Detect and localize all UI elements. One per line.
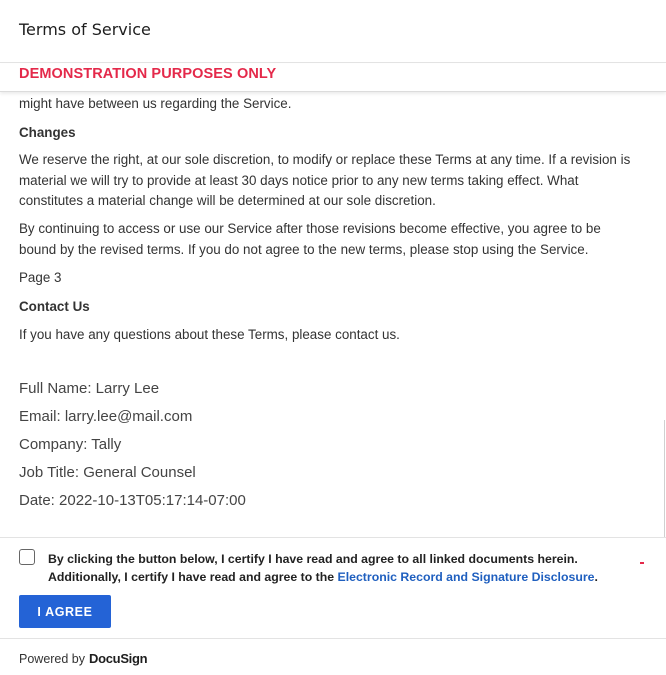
signer-company: Company: Tally <box>19 436 122 453</box>
docusign-logo: DocuSign <box>89 651 148 666</box>
demo-banner-text: DEMONSTRATION PURPOSES ONLY <box>19 66 277 82</box>
contact-paragraph: If you have any questions about these Terms, please contact us. <box>19 327 400 342</box>
header <box>0 0 666 63</box>
signer-date: Date: 2022-10-13T05:17:14-07:00 <box>19 492 246 509</box>
footer <box>0 638 666 675</box>
signer-full-name: Full Name: Larry Lee <box>19 380 160 397</box>
i-agree-button[interactable]: I AGREE <box>19 595 111 628</box>
demo-banner <box>0 64 666 92</box>
signer-email: Email: larry.lee@mail.com <box>19 408 193 425</box>
signer-job-title: Job Title: General Counsel <box>19 464 196 481</box>
contact-heading: Contact Us <box>19 299 90 314</box>
changes-heading: Changes <box>19 125 76 140</box>
document-text-fragment: might have between us regarding the Service. <box>19 96 292 111</box>
consent-text-body: By clicking the button below, I certify I have read and agree to all linked documents herein. Additionally, I certify I have read and agree to the <box>48 552 578 584</box>
disclosure-link[interactable]: Electronic Record and Signature Disclosure <box>337 570 595 584</box>
consent-text <box>48 550 648 586</box>
consent-section <box>0 537 666 638</box>
powered-by <box>19 651 147 666</box>
changes-paragraph-1: We reserve the right, at our sole discretion, to modify or replace these Terms at any time. If a revision is material we will try to provide at least 30 days notice prior to any new terms taking effect. What constitutes a material change will be determined at our sole discretion. <box>19 152 631 208</box>
powered-by-label: Powered by <box>19 652 86 666</box>
consent-checkbox[interactable] <box>19 549 35 565</box>
page-marker: Page 3 <box>19 270 62 285</box>
changes-paragraph-2: By continuing to access or use our Service after those revisions become effective, you agree to be bound by the revised terms. If you do not agree to the new terms, please stop using the Service. <box>19 221 601 257</box>
scrollbar-track[interactable] <box>664 420 665 537</box>
required-indicator <box>640 562 644 564</box>
page-title: Terms of Service <box>19 20 151 39</box>
consent-text-end: . <box>594 570 598 584</box>
